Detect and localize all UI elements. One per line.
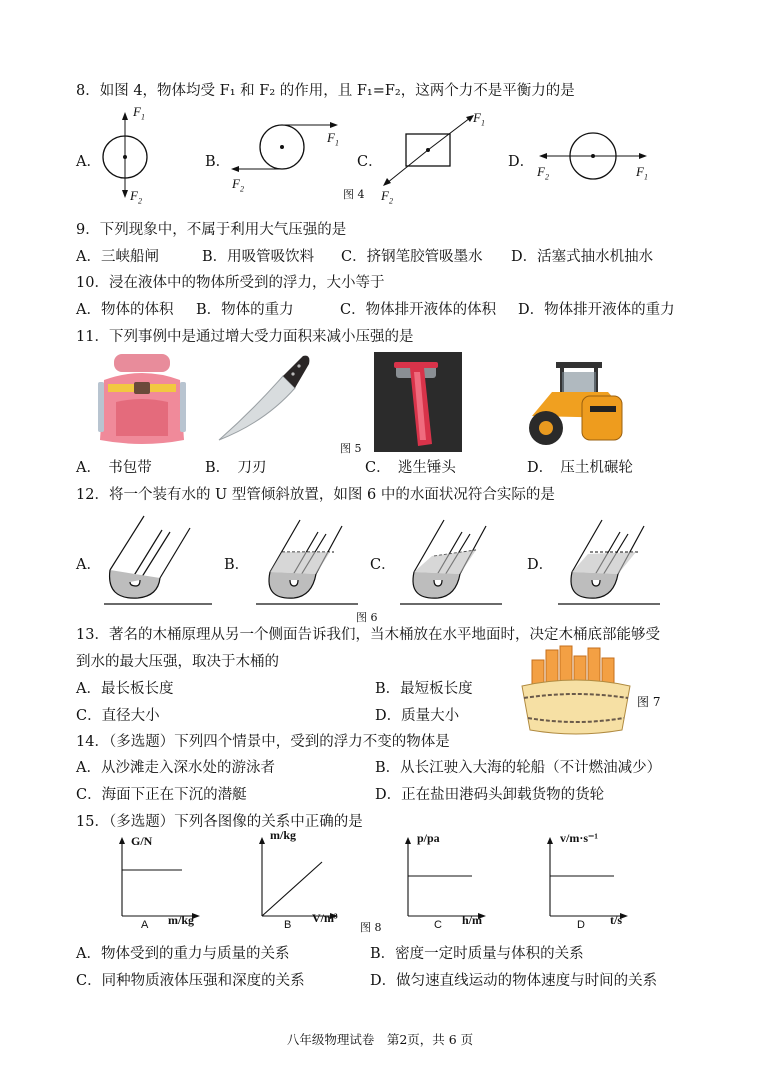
q8d-f1-label: $F_1$ <box>636 164 648 182</box>
q10-option-a[interactable]: A．物体的体积 <box>76 302 174 318</box>
q12-option-b[interactable]: B． <box>224 557 250 573</box>
q8b-f1-label: $F_1$ <box>327 130 339 148</box>
u-tube-c <box>394 512 504 612</box>
q9-option-a[interactable]: A．三峡船闸 <box>76 249 159 265</box>
q8c-f2-label: $F_2$ <box>381 188 393 206</box>
q15-option-a[interactable]: A．物体受到的重力与质量的关系 <box>76 946 290 962</box>
page-footer: 八年级物理试卷 第2页，共 6 页 <box>286 1032 474 1047</box>
q12-option-d[interactable]: D． <box>527 557 554 573</box>
graph-d-axes <box>540 836 630 920</box>
graph-b-xlabel: V/m³ <box>312 911 338 925</box>
q14-stem: 14．（多选题）下列四个情景中，受到的浮力不变的物体是 <box>76 734 450 750</box>
graph-b-ylabel: m/kg <box>270 828 297 842</box>
backpack-image <box>94 352 190 448</box>
fig7-caption: 图 7 <box>637 695 661 709</box>
q8a-f2-label: $F_2$ <box>130 188 142 206</box>
q14-option-a[interactable]: A．从沙滩走入深水处的游泳者 <box>76 760 275 776</box>
fig4-caption: 图 4 <box>343 188 365 201</box>
q9-option-b[interactable]: B．用吸管吸饮料 <box>202 249 315 265</box>
knife-image <box>213 352 313 444</box>
u-tube-d <box>552 512 662 612</box>
fig5-caption: 图 5 <box>340 442 362 455</box>
q9-option-c[interactable]: C．挤钢笔胶管吸墨水 <box>341 249 483 265</box>
u-tube-a <box>104 512 214 612</box>
q15-option-c[interactable]: C．同种物质液体压强和深度的关系 <box>76 973 305 989</box>
graph-b-axes <box>252 836 342 920</box>
q8a-f1-label: $F_1$ <box>133 104 145 122</box>
graph-d-xlabel: t/s <box>610 913 622 927</box>
q8-option-a[interactable]: A． <box>76 154 101 170</box>
graph-b-id: B <box>284 919 292 931</box>
graph-d-id: D <box>577 919 585 931</box>
q8d-f2-label: $F_2$ <box>537 164 549 182</box>
graph-a-xlabel: m/kg <box>168 913 195 927</box>
q8b-f2-label: $F_2$ <box>232 176 244 194</box>
u-tube-b <box>250 512 360 612</box>
q8-option-b[interactable]: B． <box>205 154 231 170</box>
q13-option-b[interactable]: B．最短板长度 <box>375 681 473 697</box>
q11-option-d[interactable]: D． 压土机碾轮 <box>527 460 633 476</box>
q8-figure-b <box>228 118 348 188</box>
q15-option-b[interactable]: B．密度一定时质量与体积的关系 <box>370 946 584 962</box>
q13-option-c[interactable]: C．直径大小 <box>76 708 160 724</box>
road-roller-image <box>522 356 638 450</box>
q8-stem: 8．如图 4，物体均受 F₁ 和 F₂ 的作用，且 F₁=F₂，这两个力不是平衡力的是 <box>76 83 575 99</box>
q13-stem-line1: 13．著名的木桶原理从另一个侧面告诉我们，当木桶放在水平地面时，决定木桶底部能够受 <box>76 627 660 643</box>
q10-option-b[interactable]: B．物体的重力 <box>196 302 294 318</box>
q14-option-b[interactable]: B．从长江驶入大海的轮船（不计燃油减少） <box>375 760 662 776</box>
graph-c-ylabel: p/pa <box>417 831 440 845</box>
q14-option-d[interactable]: D．正在盐田港码头卸载货物的货轮 <box>375 787 605 803</box>
q8c-f1-label: $F_1$ <box>473 110 485 128</box>
q8-option-c[interactable]: C． <box>357 154 383 170</box>
q8-option-d[interactable]: D． <box>508 154 535 170</box>
q11-option-b[interactable]: B． 刀刃 <box>205 460 267 476</box>
q11-stem: 11．下列事例中是通过增大受力面积来减小压强的是 <box>76 329 414 345</box>
fig8-caption: 图 8 <box>360 921 382 934</box>
q10-option-c[interactable]: C．物体排开液体的体积 <box>340 302 497 318</box>
q15-option-d[interactable]: D．做匀速直线运动的物体速度与时间的关系 <box>370 973 658 989</box>
q11-option-a[interactable]: A． 书包带 <box>76 460 152 476</box>
q12-stem: 12．将一个装有水的 U 型管倾斜放置，如图 6 中的水面状况符合实际的是 <box>76 487 555 503</box>
graph-a-ylabel: G/N <box>131 834 153 848</box>
q12-option-c[interactable]: C． <box>370 557 396 573</box>
q15-stem: 15．（多选题）下列各图像的关系中正确的是 <box>76 814 363 830</box>
fig6-caption: 图 6 <box>356 611 378 624</box>
safety-hammer-image <box>374 352 462 452</box>
graph-c-xlabel: h/m <box>462 913 483 927</box>
wooden-bucket-image <box>518 646 634 734</box>
q13-option-a[interactable]: A．最长板长度 <box>76 681 174 697</box>
graph-a-id: A <box>141 919 149 931</box>
q14-option-c[interactable]: C．海面下正在下沉的潜艇 <box>76 787 247 803</box>
q12-option-a[interactable]: A． <box>76 557 101 573</box>
q9-option-d[interactable]: D．活塞式抽水机抽水 <box>511 249 654 265</box>
graph-a-axes <box>112 836 202 920</box>
q8-figure-c <box>378 112 478 196</box>
q11-option-c[interactable]: C． 逃生锤头 <box>365 460 456 476</box>
graph-d-ylabel: v/m·s⁻¹ <box>560 831 598 845</box>
q13-option-d[interactable]: D．质量大小 <box>375 708 460 724</box>
q10-stem: 10．浸在液体中的物体所受到的浮力，大小等于 <box>76 275 385 291</box>
q10-option-d[interactable]: D．物体排开液体的重力 <box>518 302 675 318</box>
graph-c-axes <box>398 836 488 920</box>
q9-stem: 9．下列现象中，不属于利用大气压强的是 <box>76 222 347 238</box>
q13-stem-line2: 到水的最大压强，取决于木桶的 <box>76 654 279 670</box>
graph-c-id: C <box>434 919 442 931</box>
